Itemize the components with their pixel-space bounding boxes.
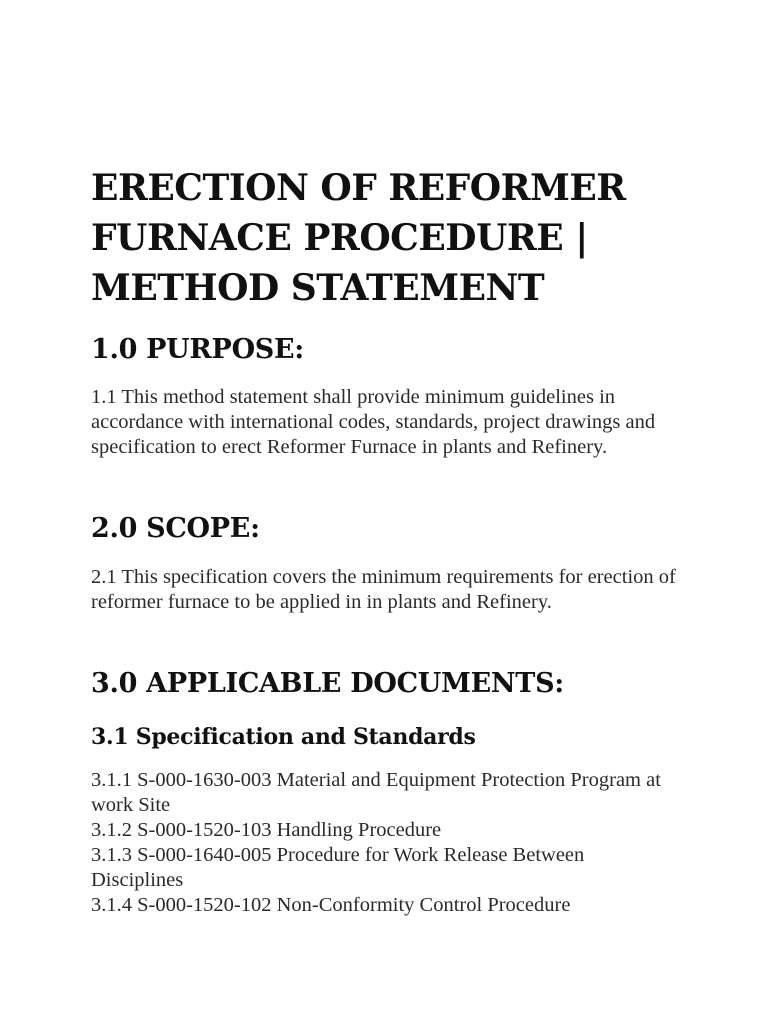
document-title: ERECTION OF REFORMER FURNACE PROCEDURE | METHOD STATEMENT bbox=[91, 167, 626, 309]
document-list-item: 3.1.3 S-000-1640-005 Procedure for Work Release Between Disciplines bbox=[91, 844, 585, 891]
document-list-item: 3.1.1 S-000-1630-003 Material and Equipment Protection Program at work Site bbox=[91, 769, 661, 816]
applicable-documents-heading: 3.0 APPLICABLE DOCUMENTS: bbox=[91, 668, 564, 699]
purpose-heading: 1.0 PURPOSE: bbox=[91, 334, 304, 365]
document-list-item: 3.1.2 S-000-1520-103 Handling Procedure bbox=[91, 819, 442, 841]
scope-paragraph: 2.1 This specification covers the minimum requirements for erection of reformer furnace to be applied in in plants and Refinery. bbox=[91, 566, 676, 613]
specification-standards-subheading: 3.1 Specification and Standards bbox=[91, 724, 476, 750]
purpose-paragraph: 1.1 This method statement shall provide minimum guidelines in accordance with international codes, standards, project drawings and specification to erect Reformer Furnace in plants and Refinery. bbox=[91, 386, 656, 458]
document-list-item: 3.1.4 S-000-1520-102 Non-Conformity Control Procedure bbox=[91, 894, 571, 916]
scope-heading: 2.0 SCOPE: bbox=[91, 513, 260, 544]
applicable-documents-list bbox=[91, 768, 681, 918]
